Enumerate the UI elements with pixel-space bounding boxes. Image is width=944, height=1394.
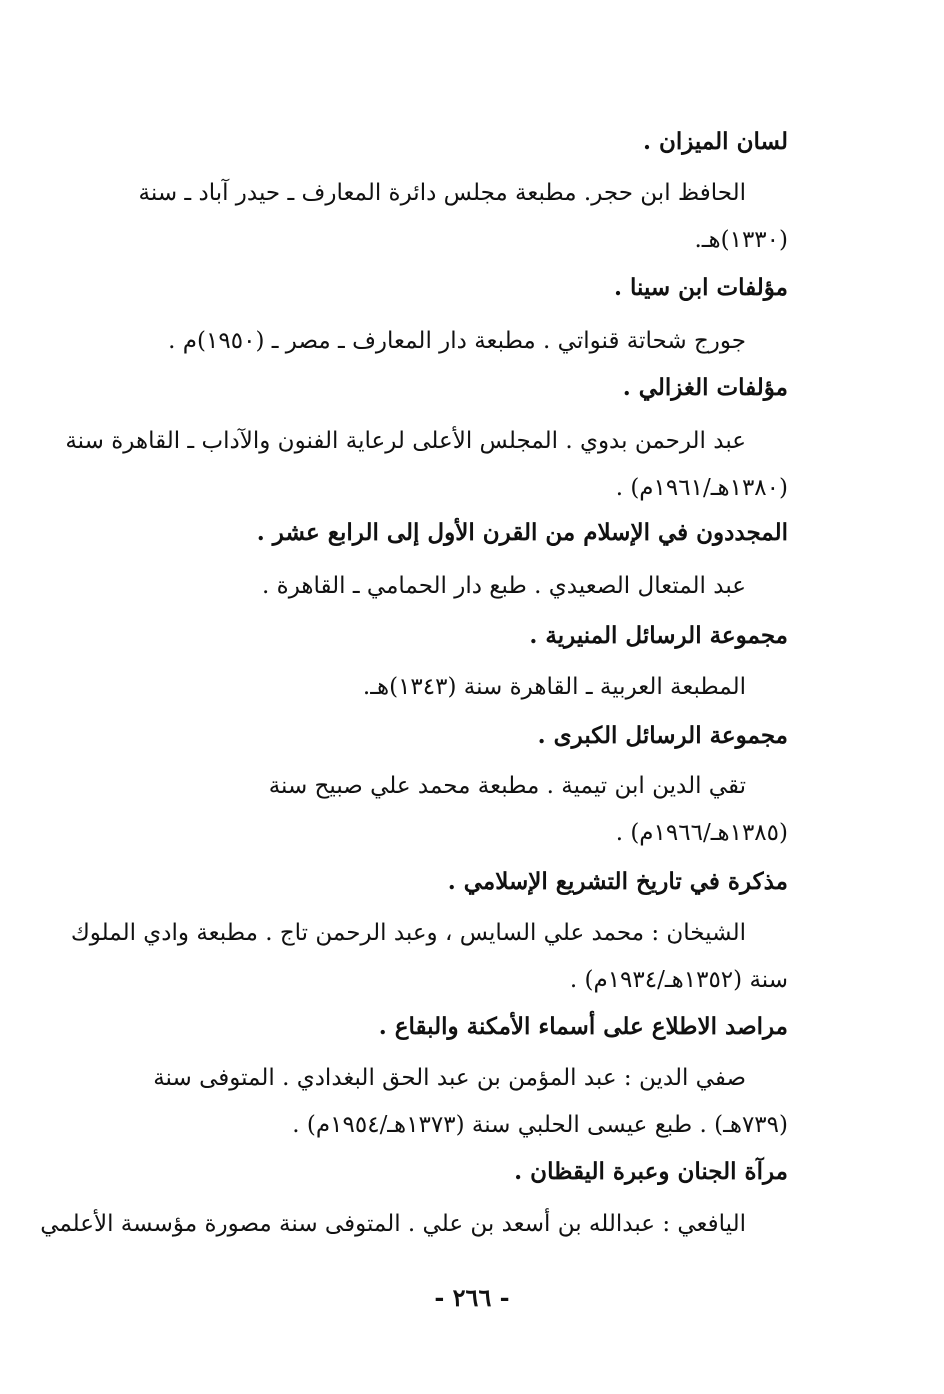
entry-details [40, 1201, 788, 1248]
entry-line: جورج شحاتة قنواتي . مطبعة دار المعارف ـ مصر ـ (١٩٥٠)م . [168, 328, 746, 354]
entry-details [112, 1055, 788, 1149]
entry-details [112, 664, 788, 711]
entry-details [70, 910, 788, 1004]
entry-line: صفي الدين : عبد المؤمن بن عبد الحق البغدادي . المتوفى سنة [153, 1065, 746, 1091]
entry-line: تقي الدين ابن تيمية . مطبعة محمد علي صبيح سنة [268, 773, 746, 799]
entry-line: الحافظ ابن حجر. مطبعة مجلس دائرة المعارف ـ حيدر آباد ـ سنة [138, 180, 746, 206]
entry-title: مرآة الجنان وعبرة اليقظان . [514, 1158, 788, 1185]
entry-line: عبد الرحمن بدوي . المجلس الأعلى لرعاية الفنون والآداب ـ القاهرة سنة [65, 428, 746, 454]
entry-line: الشيخان : محمد علي السايس ، وعبد الرحمن تاج . مطبعة وادي الملوك [70, 920, 746, 946]
entry-title: مذكرة في تاريخ التشريع الإسلامي . [447, 868, 788, 895]
entry-details [112, 563, 788, 610]
entry-line: اليافعي : عبدالله بن أسعد بن علي . المتوفى سنة مصورة مؤسسة الأعلمي [40, 1211, 746, 1237]
entry-title: مجموعة الرسائل الكبرى . [537, 722, 788, 749]
entry-title: مجموعة الرسائل المنيرية . [529, 622, 788, 649]
entry-line: (١٣٨٥هـ/١٩٦٦م) . [615, 820, 788, 846]
entry-line: (١٣٨٠هـ/١٩٦١م) . [615, 475, 788, 501]
page-number: - ٢٦٦ - [434, 1283, 510, 1312]
entry-line: سنة (١٣٥٢هـ/١٩٣٤م) . [569, 967, 788, 993]
entry-title: مؤلفات الغزالي . [622, 374, 788, 401]
entry-title: لسان الميزان . [642, 128, 788, 155]
entry-title: المجددون في الإسلام من القرن الأول إلى الرابع عشر . [256, 519, 788, 546]
entry-details [112, 318, 788, 365]
entry-details [112, 170, 788, 264]
entry-title: مراصد الاطلاع على أسماء الأمكنة والبقاع . [378, 1013, 788, 1040]
entry-line: (١٣٣٠)هـ. [694, 227, 788, 253]
entry-title: مؤلفات ابن سينا . [614, 274, 788, 301]
entry-line: (٧٣٩هـ) . طبع عيسى الحلبي سنة (١٣٧٣هـ/١٩٥٤م) . [292, 1112, 788, 1138]
entry-details [112, 763, 788, 857]
entry-details [65, 418, 788, 512]
entry-line: المطبعة العربية ـ القاهرة سنة (١٣٤٣)هـ. [362, 674, 746, 700]
entry-line: عبد المتعال الصعيدي . طبع دار الحمامي ـ القاهرة . [262, 573, 746, 599]
